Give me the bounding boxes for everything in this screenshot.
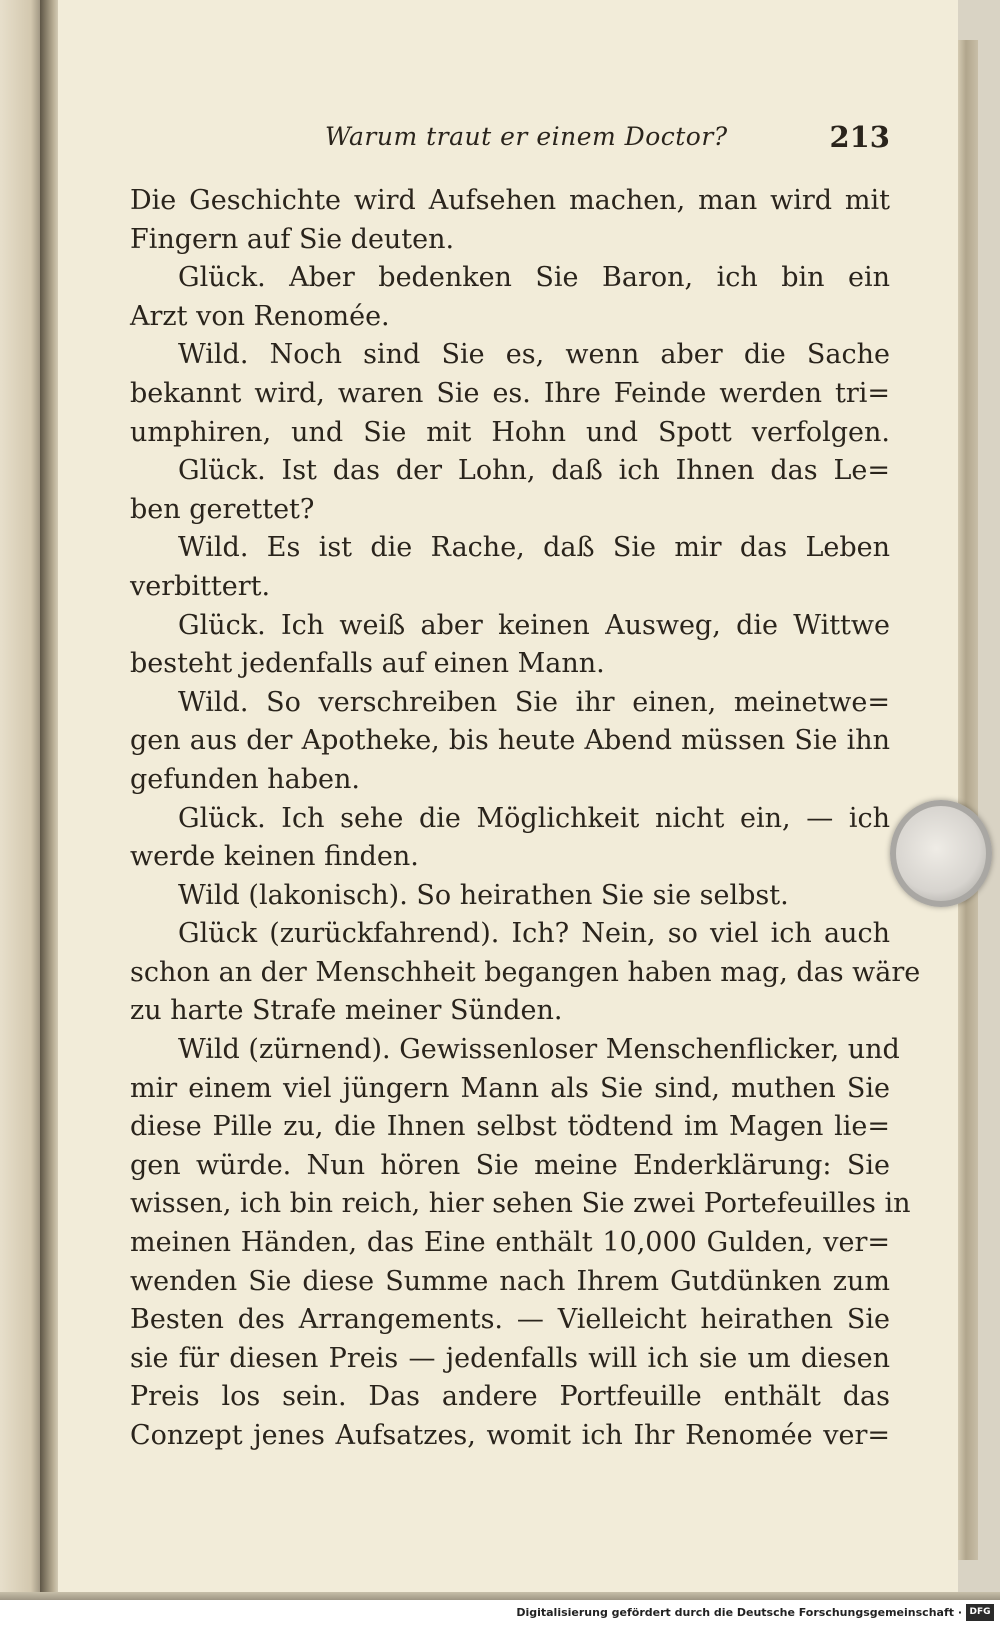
text-line: Conzept jenes Aufsatzes, womit ich Ihr Renomée ver= bbox=[130, 1420, 890, 1451]
text-line: diese Pille zu, die Ihnen selbst tödtend im Magen lie= bbox=[130, 1111, 890, 1143]
text-line: besteht jedenfalls auf einen Mann. bbox=[130, 648, 605, 680]
text-line: mir einem viel jüngern Mann als Sie sind, muthen Sie bbox=[130, 1072, 890, 1104]
text-line: Wild (zürnend). Gewissenloser Menschenflicker, und bbox=[178, 1034, 900, 1066]
text-line: Glück. Ist das der Lohn, daß ich Ihnen das Le= bbox=[178, 455, 890, 487]
text-line: zu harte Strafe meiner Sünden. bbox=[130, 995, 563, 1027]
page-stack-edge bbox=[958, 40, 978, 1560]
text-line: meinen Händen, das Eine enthält 10,000 Gulden, ver= bbox=[130, 1227, 890, 1259]
dfg-logo-icon: DFG bbox=[966, 1604, 994, 1621]
text-line: Glück (zurückfahrend). Ich? Nein, so viel ich auch bbox=[178, 918, 890, 950]
page-header bbox=[140, 118, 890, 158]
funding-credit: Digitalisierung gefördert durch die Deutsche Forschungsgemeinschaft · bbox=[516, 1606, 962, 1619]
text-line: wenden Sie diese Summe nach Ihrem Gutdünken zum bbox=[130, 1265, 890, 1297]
text-line: Wild. Noch sind Sie es, wenn aber die Sache bbox=[178, 339, 890, 371]
text-line: umphiren, und Sie mit Hohn und Spott verfolgen. bbox=[130, 416, 890, 448]
text-line: Wild. So verschreiben Sie ihr einen, meinetwe= bbox=[178, 686, 890, 718]
body-text bbox=[130, 182, 921, 1456]
text-line: Besten des Arrangements. — Vielleicht heirathen Sie bbox=[130, 1304, 890, 1336]
text-line: sie für diesen Preis — jedenfalls will ich sie um diesen bbox=[130, 1342, 890, 1374]
text-line: Die Geschichte wird Aufsehen machen, man wird mit bbox=[130, 185, 890, 216]
text-line: Preis los sein. Das andere Portfeuille enthält das bbox=[130, 1381, 890, 1413]
text-line: bekannt wird, waren Sie es. Ihre Feinde werden tri= bbox=[130, 377, 890, 409]
page-shadow bbox=[0, 1592, 1000, 1600]
text-line: ben gerettet? bbox=[130, 493, 315, 525]
text-line: Glück. Ich weiß aber keinen Ausweg, die Wittwe bbox=[178, 609, 890, 641]
text-line: wissen, ich bin reich, hier sehen Sie zwei Portefeuilles in bbox=[130, 1188, 911, 1220]
text-line: Glück. Aber bedenken Sie Baron, ich bin ein bbox=[178, 262, 890, 294]
text-line: Glück. Ich sehe die Möglichkeit nicht ein, — ich bbox=[178, 802, 890, 834]
text-line: werde keinen finden. bbox=[130, 841, 419, 873]
text-line: Wild. Es ist die Rache, daß Sie mir das Leben bbox=[178, 532, 890, 564]
text-line: verbittert. bbox=[130, 570, 271, 602]
left-page-edge bbox=[0, 0, 44, 1600]
running-head: Warum traut er einem Doctor? bbox=[325, 122, 728, 151]
text-line: schon an der Menschheit begangen haben mag, das wäre bbox=[130, 956, 921, 988]
text-line: gen aus der Apotheke, bis heute Abend müssen Sie ihn bbox=[130, 725, 890, 757]
digitization-footer bbox=[0, 1600, 1000, 1627]
text-line: gefunden haben. bbox=[130, 763, 360, 795]
magnifier-clip-icon bbox=[890, 800, 992, 907]
text-line: Fingern auf Sie deuten. bbox=[130, 223, 455, 255]
text-line: gen würde. Nun hören Sie meine Enderklärung: Sie bbox=[130, 1149, 890, 1181]
page-number: 213 bbox=[829, 120, 890, 154]
text-line: Arzt von Renomée. bbox=[130, 300, 390, 332]
text-line: Wild (lakonisch). So heirathen Sie sie selbst. bbox=[178, 879, 789, 911]
